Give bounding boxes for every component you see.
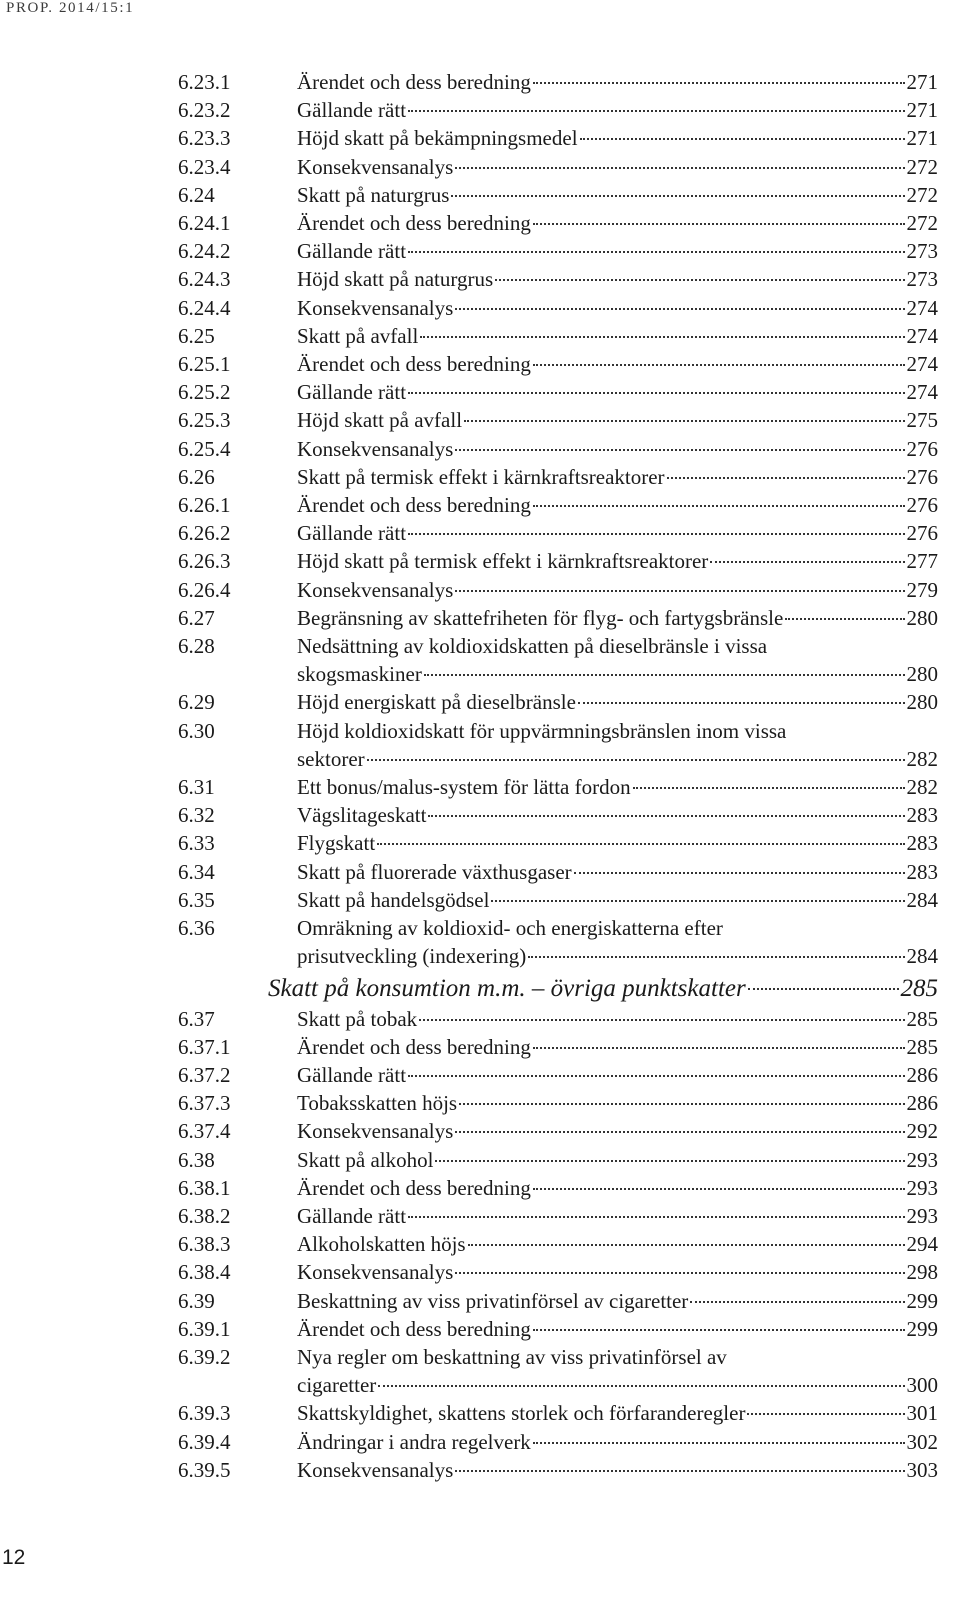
toc-entry-page: 280 xyxy=(906,690,938,715)
dot-leader xyxy=(495,279,904,281)
toc-entry-number: 6.23.2 xyxy=(178,98,231,123)
toc-entry-page: 285 xyxy=(906,1034,938,1059)
toc-entry-body xyxy=(297,1005,938,1033)
dot-leader xyxy=(459,1103,904,1105)
dot-leader xyxy=(408,1216,904,1218)
dot-leader xyxy=(367,759,905,761)
toc-entry xyxy=(178,547,938,575)
toc-entry xyxy=(178,1343,938,1399)
toc-entry-body xyxy=(297,604,938,632)
toc-entry-page: 276 xyxy=(906,436,938,461)
toc-entry-body xyxy=(297,435,938,463)
dot-leader xyxy=(491,900,904,902)
dot-leader xyxy=(455,167,904,169)
dot-leader xyxy=(667,477,905,479)
toc-entry-number: 6.39.4 xyxy=(178,1429,231,1454)
toc-entry-page: 274 xyxy=(906,323,938,348)
toc-entry-number: 6.37.3 xyxy=(178,1091,231,1116)
toc-entry-page: 272 xyxy=(906,211,938,236)
toc-entry-title: Gällande rätt xyxy=(297,1203,407,1228)
toc-entry-page: 293 xyxy=(906,1175,938,1200)
toc-entry xyxy=(178,604,938,632)
toc-entry-title: Konsekvensanalys xyxy=(297,436,454,461)
toc-entry xyxy=(178,68,938,96)
dot-leader xyxy=(377,843,904,845)
toc-entry-title: Konsekvensanalys xyxy=(297,1260,454,1285)
toc-entry-title: Skatt på fluorerade växthusgaser xyxy=(297,859,572,884)
toc-entry-page: 283 xyxy=(906,859,938,884)
toc-entry-page: 282 xyxy=(906,775,938,800)
toc-entry xyxy=(178,1146,938,1174)
toc-entry-body xyxy=(297,519,938,547)
toc-entry xyxy=(178,350,938,378)
toc-entry-number: 6.28 xyxy=(178,634,215,659)
toc-entry-title: Ärendet och dess beredning xyxy=(297,211,531,236)
toc-entry-body xyxy=(268,973,938,1005)
toc-entry-body xyxy=(297,886,938,914)
toc-entry-page: 284 xyxy=(906,944,938,969)
toc-entry-body xyxy=(297,153,938,181)
toc-entry-page: 280 xyxy=(906,605,938,630)
toc-entry-body xyxy=(297,914,938,970)
toc-entry xyxy=(178,858,938,886)
toc-entry-title-continued: skogsmaskiner xyxy=(297,662,422,687)
toc-entry-body xyxy=(297,1174,938,1202)
toc-entry-page: 276 xyxy=(906,464,938,489)
dot-leader xyxy=(528,956,904,958)
toc-entry-number: 6.38.2 xyxy=(178,1203,231,1228)
toc-entry-page: 283 xyxy=(906,831,938,856)
toc-entry xyxy=(178,181,938,209)
toc-entry xyxy=(178,378,938,406)
toc-entry xyxy=(178,1230,938,1258)
dot-leader xyxy=(580,138,905,140)
toc-entry-title: Nya regler om beskattning av viss privatinförsel av xyxy=(297,1344,727,1369)
toc-entry-number: 6.35 xyxy=(178,887,215,912)
toc-entry-body xyxy=(297,1258,938,1286)
toc-entry-page: 274 xyxy=(906,295,938,320)
toc-entry-title: Höjd skatt på termisk effekt i kärnkraftsreaktorer xyxy=(297,549,709,574)
toc-entry-title-continued: sektorer xyxy=(297,746,365,771)
toc-entry-title: Ändringar i andra regelverk xyxy=(297,1429,531,1454)
toc-entry-body xyxy=(297,829,938,857)
dot-leader xyxy=(455,1470,904,1472)
toc-entry-number: 6.38.3 xyxy=(178,1232,231,1257)
toc-entry xyxy=(178,463,938,491)
toc-entry xyxy=(178,801,938,829)
toc-entry-number: 6.37 xyxy=(178,1006,215,1031)
toc-entry-body xyxy=(297,1202,938,1230)
toc-entry xyxy=(178,435,938,463)
toc-entry-title: Skattskyldighet, skattens storlek och förfaranderegler xyxy=(297,1401,746,1426)
toc-entry-body xyxy=(297,773,938,801)
toc-entry-body xyxy=(297,1089,938,1117)
toc-section-heading xyxy=(268,973,938,1005)
toc-entry-number: 6.39.5 xyxy=(178,1457,231,1482)
toc-entry xyxy=(178,1456,938,1484)
toc-entry-body xyxy=(297,1117,938,1145)
dot-leader xyxy=(574,872,905,874)
toc-entry-page: 292 xyxy=(906,1119,938,1144)
toc-entry-title: Gällande rätt xyxy=(297,380,407,405)
toc-entry-number: 6.25.1 xyxy=(178,352,231,377)
dot-leader xyxy=(533,82,905,84)
toc-entry-body xyxy=(297,294,938,322)
toc-entry-title: Gällande rätt xyxy=(297,239,407,264)
toc-entry-number: 6.23.1 xyxy=(178,70,231,94)
toc-entry-title: Konsekvensanalys xyxy=(297,577,454,602)
toc-entry-page: 285 xyxy=(900,974,938,1002)
toc-entry-number: 6.25.2 xyxy=(178,380,231,405)
toc-entry-title: Ärendet och dess beredning xyxy=(297,1175,531,1200)
toc-entry-title: Flygskatt xyxy=(297,831,376,856)
toc-entry-page: 271 xyxy=(906,98,938,123)
toc-entry-title: Skatt på avfall xyxy=(297,323,419,348)
toc-entry-page: 303 xyxy=(906,1457,938,1482)
toc-entry-number: 6.23.3 xyxy=(178,126,231,151)
toc-entry xyxy=(178,773,938,801)
toc-entry-number: 6.39 xyxy=(178,1288,215,1313)
toc-entry-number: 6.23.4 xyxy=(178,154,231,179)
toc-entry-body xyxy=(297,1146,938,1174)
toc-entry-title: Höjd skatt på naturgrus xyxy=(297,267,494,292)
toc-entry-number: 6.32 xyxy=(178,803,215,828)
toc-entry-page: 293 xyxy=(906,1203,938,1228)
dot-leader xyxy=(378,1385,904,1387)
toc-entry xyxy=(178,1399,938,1427)
toc-entry-title: Skatt på alkohol xyxy=(297,1147,434,1172)
toc-entry-number: 6.31 xyxy=(178,775,215,800)
toc-entry-body xyxy=(297,96,938,124)
dot-leader xyxy=(748,988,899,990)
dot-leader xyxy=(785,618,904,620)
toc-entry xyxy=(178,1315,938,1343)
toc-entry xyxy=(178,237,938,265)
toc-entry-page: 285 xyxy=(906,1006,938,1031)
table-of-contents xyxy=(178,68,938,1484)
toc-entry-body xyxy=(297,1428,938,1456)
toc-entry-number: 6.26.2 xyxy=(178,521,231,546)
toc-entry-number: 6.38 xyxy=(178,1147,215,1172)
toc-entry xyxy=(178,1287,938,1315)
toc-entry xyxy=(178,265,938,293)
toc-entry xyxy=(178,322,938,350)
dot-leader xyxy=(455,1272,904,1274)
toc-entry-number: 6.27 xyxy=(178,605,215,630)
toc-entry xyxy=(178,209,938,237)
toc-entry-title: Skatt på tobak xyxy=(297,1006,418,1031)
dot-leader xyxy=(464,420,904,422)
dot-leader xyxy=(533,1442,905,1444)
toc-entry-body xyxy=(297,1343,938,1399)
toc-entry-page: 298 xyxy=(906,1260,938,1285)
toc-entry-title: Höjd skatt på avfall xyxy=(297,408,463,433)
dot-leader xyxy=(533,1047,905,1049)
toc-entry-number: 6.24 xyxy=(178,182,215,207)
toc-entry-body xyxy=(297,463,938,491)
toc-entry xyxy=(178,1117,938,1145)
toc-entry-title: Ett bonus/malus-system för lätta fordon xyxy=(297,775,631,800)
toc-entry-title: Höjd koldioxidskatt för uppvärmningsbränslen inom vissa xyxy=(297,718,787,743)
toc-entry-body xyxy=(297,406,938,434)
toc-entry-number: 6.24.1 xyxy=(178,211,231,236)
toc-entry xyxy=(178,1005,938,1033)
dot-leader xyxy=(408,533,904,535)
toc-entry xyxy=(178,576,938,604)
toc-entry-title: Tobaksskatten höjs xyxy=(297,1091,458,1116)
toc-entry-body xyxy=(297,1315,938,1343)
toc-entry-number: 6.26 xyxy=(178,464,215,489)
toc-entry-body xyxy=(297,1399,938,1427)
toc-entry-title: Konsekvensanalys xyxy=(297,295,454,320)
toc-entry-body xyxy=(297,688,938,716)
toc-entry-body xyxy=(297,632,938,688)
toc-entry-page: 280 xyxy=(906,662,938,687)
toc-entry-title: Ärendet och dess beredning xyxy=(297,493,531,518)
toc-entry-body xyxy=(297,209,938,237)
toc-entry-number: 6.24.2 xyxy=(178,239,231,264)
running-header: PROP. 2014/15:1 xyxy=(6,0,135,16)
toc-entry-page: 274 xyxy=(906,352,938,377)
dot-leader xyxy=(533,1188,905,1190)
dot-leader xyxy=(533,1329,905,1331)
toc-entry-body xyxy=(297,547,938,575)
toc-entry-title: Nedsättning av koldioxidskatten på dieselbränsle i vissa xyxy=(297,634,768,659)
toc-entry-number: 6.29 xyxy=(178,690,215,715)
toc-entry-page: 302 xyxy=(906,1429,938,1454)
toc-entry-page: 273 xyxy=(906,239,938,264)
dot-leader xyxy=(533,223,905,225)
toc-entry-title: Ärendet och dess beredning xyxy=(297,1034,531,1059)
toc-entry xyxy=(178,1258,938,1286)
toc-entry xyxy=(178,632,938,688)
toc-entry-title: Gällande rätt xyxy=(297,98,407,123)
dot-leader xyxy=(455,449,904,451)
toc-entry-body xyxy=(297,858,938,886)
toc-entry xyxy=(178,406,938,434)
dot-leader xyxy=(533,505,905,507)
toc-entry xyxy=(178,886,938,914)
dot-leader xyxy=(408,251,904,253)
toc-entry-body xyxy=(297,68,938,96)
toc-entry-number: 6.37.1 xyxy=(178,1034,231,1059)
toc-entry-body xyxy=(297,1061,938,1089)
toc-entry-body xyxy=(297,265,938,293)
toc-entry-title: Gällande rätt xyxy=(297,521,407,546)
toc-entry-page: 294 xyxy=(906,1232,938,1257)
toc-entry-number: 6.34 xyxy=(178,859,215,884)
toc-entry-title-continued: cigaretter xyxy=(297,1373,377,1398)
toc-entry-title: Alkoholskatten höjs xyxy=(297,1232,466,1257)
toc-entry-title: Gällande rätt xyxy=(297,1062,407,1087)
dot-leader xyxy=(408,392,904,394)
toc-entry-page: 286 xyxy=(906,1091,938,1116)
toc-entry-title: Omräkning av koldioxid- och energiskatterna efter xyxy=(297,916,723,941)
dot-leader xyxy=(435,1160,904,1162)
dot-leader xyxy=(420,336,904,338)
dot-leader xyxy=(533,364,905,366)
dot-leader xyxy=(408,110,904,112)
toc-entry-title: Konsekvensanalys xyxy=(297,1457,454,1482)
toc-entry-number: 6.30 xyxy=(178,718,215,743)
toc-entry-number: 6.25 xyxy=(178,323,215,348)
dot-leader xyxy=(455,308,904,310)
dot-leader xyxy=(578,702,905,704)
dot-leader xyxy=(455,1131,904,1133)
toc-entry xyxy=(178,1089,938,1117)
toc-entry-number: 6.25.4 xyxy=(178,436,231,461)
dot-leader xyxy=(428,815,904,817)
toc-entry xyxy=(178,914,938,970)
dot-leader xyxy=(408,1075,904,1077)
toc-entry-body xyxy=(297,1230,938,1258)
toc-entry xyxy=(178,688,938,716)
toc-entry-title: Skatt på konsumtion m.m. – övriga punktskatter xyxy=(268,974,746,1002)
toc-entry-number: 6.26.1 xyxy=(178,493,231,518)
toc-entry-title: Höjd energiskatt på dieselbränsle xyxy=(297,690,576,715)
toc-entry-page: 301 xyxy=(906,1401,938,1426)
toc-entry xyxy=(178,717,938,773)
toc-entry-title: Skatt på termisk effekt i kärnkraftsreaktorer xyxy=(297,464,665,489)
toc-entry-body xyxy=(297,717,938,773)
toc-entry-page: 272 xyxy=(906,182,938,207)
toc-entry-title: Ärendet och dess beredning xyxy=(297,1316,531,1341)
toc-entry-title-continued: prisutveckling (indexering) xyxy=(297,944,527,969)
toc-entry xyxy=(178,153,938,181)
toc-entry-number: 6.38.1 xyxy=(178,1175,231,1200)
toc-entry-number: 6.37.4 xyxy=(178,1119,231,1144)
toc-entry-body xyxy=(297,124,938,152)
toc-entry-page: 282 xyxy=(906,746,938,771)
toc-entry-page: 299 xyxy=(906,1288,938,1313)
toc-entry xyxy=(178,491,938,519)
toc-entry-page: 279 xyxy=(906,577,938,602)
toc-entry-page: 273 xyxy=(906,267,938,292)
toc-entry-page: 276 xyxy=(906,493,938,518)
dot-leader xyxy=(451,195,904,197)
toc-entry-title: Höjd skatt på bekämpningsmedel xyxy=(297,126,578,151)
toc-entry-body xyxy=(297,237,938,265)
toc-entry-number: 6.37.2 xyxy=(178,1062,231,1087)
dot-leader xyxy=(747,1413,904,1415)
toc-entry-number: 6.25.3 xyxy=(178,408,231,433)
dot-leader xyxy=(690,1301,904,1303)
dot-leader xyxy=(710,561,904,563)
toc-entry-body xyxy=(297,350,938,378)
toc-entry xyxy=(178,1428,938,1456)
toc-entry xyxy=(178,1174,938,1202)
dot-leader xyxy=(468,1244,905,1246)
toc-entry-body xyxy=(297,181,938,209)
toc-entry-title: Skatt på naturgrus xyxy=(297,182,450,207)
toc-entry xyxy=(178,96,938,124)
toc-entry xyxy=(178,1033,938,1061)
dot-leader xyxy=(424,674,905,676)
toc-entry-page: 293 xyxy=(906,1147,938,1172)
toc-entry-page: 272 xyxy=(906,154,938,179)
toc-entry-body xyxy=(297,1033,938,1061)
toc-entry-page: 275 xyxy=(906,408,938,433)
toc-entry-page: 283 xyxy=(906,803,938,828)
toc-entry-body xyxy=(297,576,938,604)
toc-entry-title: Beskattning av viss privatinförsel av cigaretter xyxy=(297,1288,689,1313)
toc-entry-body xyxy=(297,491,938,519)
toc-entry-body xyxy=(297,1456,938,1484)
toc-entry-page: 277 xyxy=(906,549,938,574)
toc-entry-page: 271 xyxy=(906,126,938,151)
toc-entry-title: Ärendet och dess beredning xyxy=(297,352,531,377)
toc-entry-title: Begränsning av skattefriheten för flyg- och fartygsbränsle xyxy=(297,605,784,630)
page-number: 12 xyxy=(2,1546,26,1569)
toc-entry-title: Vägslitageskatt xyxy=(297,803,427,828)
toc-entry xyxy=(178,1061,938,1089)
toc-entry-number: 6.39.3 xyxy=(178,1401,231,1426)
toc-entry xyxy=(178,294,938,322)
toc-entry xyxy=(178,519,938,547)
toc-entry-title: Konsekvensanalys xyxy=(297,1119,454,1144)
toc-entry-number: 6.26.4 xyxy=(178,577,231,602)
toc-entry-number: 6.24.4 xyxy=(178,295,231,320)
toc-entry-number: 6.39.2 xyxy=(178,1344,231,1369)
dot-leader xyxy=(455,590,904,592)
toc-entry-page: 300 xyxy=(906,1373,938,1398)
toc-entry-body xyxy=(297,378,938,406)
toc-entry-page: 284 xyxy=(906,887,938,912)
toc-entry-body xyxy=(297,801,938,829)
toc-entry-title: Skatt på handelsgödsel xyxy=(297,887,490,912)
dot-leader xyxy=(419,1019,904,1021)
toc-entry-page: 276 xyxy=(906,521,938,546)
toc-entry-number: 6.33 xyxy=(178,831,215,856)
toc-entry-body xyxy=(297,1287,938,1315)
toc-entry-number: 6.26.3 xyxy=(178,549,231,574)
toc-entry-page: 274 xyxy=(906,380,938,405)
toc-entry xyxy=(178,829,938,857)
toc-entry-body xyxy=(297,322,938,350)
toc-entry-page: 299 xyxy=(906,1316,938,1341)
toc-entry-number: 6.36 xyxy=(178,916,215,941)
toc-entry xyxy=(178,1202,938,1230)
toc-entry-page: 271 xyxy=(906,70,938,94)
toc-entry-number: 6.39.1 xyxy=(178,1316,231,1341)
toc-entry-page: 286 xyxy=(906,1062,938,1087)
toc-entry-title: Konsekvensanalys xyxy=(297,154,454,179)
toc-entry-number: 6.24.3 xyxy=(178,267,231,292)
dot-leader xyxy=(633,787,905,789)
toc-entry-title: Ärendet och dess beredning xyxy=(297,70,531,94)
toc-entry xyxy=(178,124,938,152)
toc-entry-number: 6.38.4 xyxy=(178,1260,231,1285)
